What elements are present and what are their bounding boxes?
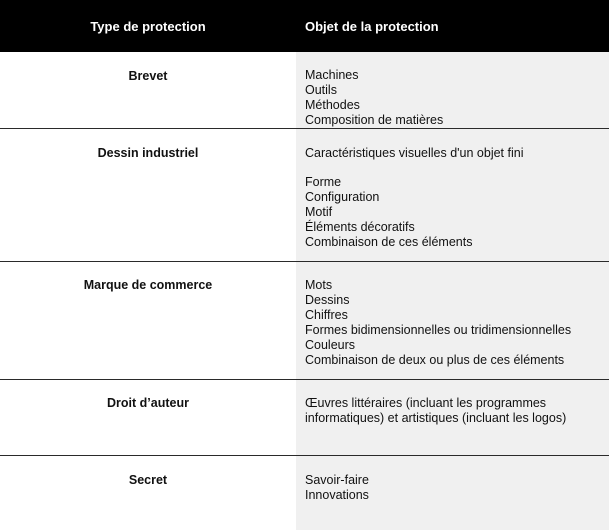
list-item: informatiques) et artistiques (incluant les logos) — [305, 411, 567, 425]
list-item: Composition de matières — [305, 113, 444, 127]
intro-text: Caractéristiques visuelles d'un objet fini — [305, 146, 524, 160]
header-object-of-protection: Objet de la protection — [305, 19, 439, 34]
protection-object-cell — [296, 456, 609, 530]
table-row — [0, 380, 609, 456]
list-item: Configuration — [305, 190, 380, 204]
list-item: Formes bidimensionnelles ou tridimensionnelles — [305, 323, 572, 337]
list-item: Méthodes — [305, 98, 360, 112]
list-item: Couleurs — [305, 338, 356, 352]
protection-type-cell: Droit d’auteur — [0, 380, 296, 455]
table-header — [0, 0, 609, 52]
list-item: Éléments décoratifs — [305, 220, 415, 234]
table-row — [0, 129, 609, 262]
protection-object-cell — [296, 52, 609, 128]
protection-type-cell: Dessin industriel — [0, 129, 296, 261]
list-item: Œuvres littéraires (incluant les programmes — [305, 396, 547, 410]
list-item: Mots — [305, 278, 333, 292]
protection-object-cell — [296, 262, 609, 379]
list-item: Forme — [305, 175, 342, 189]
list-item: Chiffres — [305, 308, 348, 322]
list-item: Machines — [305, 68, 359, 82]
table-row — [0, 52, 609, 129]
list-item: Outils — [305, 83, 337, 97]
protection-type-cell: Marque de commerce — [0, 262, 296, 379]
list-item: Savoir-faire — [305, 473, 369, 487]
table-row — [0, 262, 609, 380]
list-item: Combinaison de ces éléments — [305, 235, 473, 249]
protection-object-cell — [296, 129, 609, 261]
header-type-of-protection: Type de protection — [90, 19, 206, 34]
protection-object-cell — [296, 380, 609, 455]
table-row — [0, 456, 609, 530]
list-item: Combinaison de deux ou plus de ces éléments — [305, 353, 565, 367]
protection-type-cell: Brevet — [0, 52, 296, 128]
list-item: Dessins — [305, 293, 350, 307]
list-item: Motif — [305, 205, 333, 219]
list-item: Innovations — [305, 488, 369, 502]
protection-type-cell: Secret — [0, 456, 296, 530]
